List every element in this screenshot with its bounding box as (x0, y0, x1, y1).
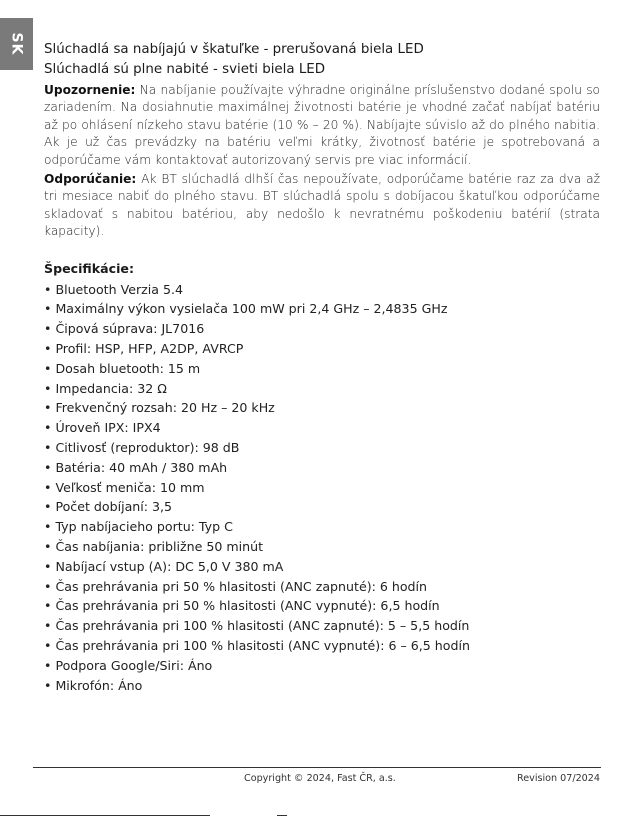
language-code: SK (8, 32, 25, 56)
spec-item: • Impedancia: 32 Ω (44, 379, 600, 399)
heading-charging: Slúchadlá sa nabíjajú v škatuľke - prerušovaná biela LED (44, 42, 424, 57)
recommendation-text: Ak BT slúchadlá dlhší čas nepoužívate, odporúčame batérie raz za dva až tri mesiace nabiť do plného stavu. BT slúchadlá spolu s dobíjacou škatuľkou odporúčame skladovať s nabitou batériou, aby nedošlo k nevratnému poškodeniu batérií (strata kapacity). (44, 172, 601, 239)
warning-text: Na nabíjanie používajte výhradne originálne príslušenstvo dodané spolu so zariadením. Na dosiahnutie maximálnej životnosti batérie je vhodné začať nabíjať batériu až po ohlásení nízkeho stavu batérie (10 % – 20 %). Nabíjajte súvislo až do plného nabitia. Ak je už čas prevádzky na batériu veľmi krátky, životnosť batérie je spotrebovaná a odporúčame vám kontaktovať autorizovaný servis pre viac informácií. (44, 83, 600, 167)
spec-item: • Čas prehrávania pri 50 % hlasitosti (ANC vypnuté): 6,5 hodín (44, 596, 600, 616)
spec-item: • Profil: HSP, HFP, A2DP, AVRCP (44, 339, 600, 359)
specs-list (44, 280, 600, 696)
spec-item: • Počet dobíjaní: 3,5 (44, 497, 600, 517)
spec-item: • Nabíjací vstup (A): DC 5,0 V 380 mA (44, 557, 600, 577)
spec-item: • Čas prehrávania pri 100 % hlasitosti (ANC vypnuté): 6 – 6,5 hodín (44, 636, 600, 656)
bottom-mark (277, 815, 287, 816)
spec-item: • Frekvenčný rozsah: 20 Hz – 20 kHz (44, 398, 600, 418)
language-tab (0, 18, 33, 70)
spec-item: • Typ nabíjacieho portu: Typ C (44, 517, 600, 537)
warning-label: Upozornenie: (44, 83, 136, 97)
spec-item: • Bluetooth Verzia 5.4 (44, 280, 600, 300)
page-content (44, 40, 600, 695)
recommendation-paragraph (44, 171, 600, 241)
spec-item: • Čas nabíjania: približne 50 minút (44, 537, 600, 557)
spec-item: • Úroveň IPX: IPX4 (44, 418, 600, 438)
specs-title: Špecifikácie: (44, 260, 134, 276)
spec-item: • Čipová súprava: JL7016 (44, 319, 600, 339)
spec-item: • Maximálny výkon vysielača 100 mW pri 2,4 GHz – 2,4835 GHz (44, 299, 600, 319)
revision-text: Revision 07/2024 (517, 773, 600, 784)
heading-fully-charged: Slúchadlá sú plne nabité - svieti biela LED (44, 62, 326, 77)
bottom-rule (0, 815, 210, 816)
spec-item: • Dosah bluetooth: 15 m (44, 359, 600, 379)
spec-item: • Citlivosť (reproduktor): 98 dB (44, 438, 600, 458)
spec-item: • Čas prehrávania pri 50 % hlasitosti (ANC zapnuté): 6 hodín (44, 577, 600, 597)
copyright-text: Copyright © 2024, Fast ČR, a.s. (244, 773, 396, 784)
recommendation-label: Odporúčanie: (44, 172, 137, 187)
warning-paragraph (44, 82, 600, 169)
spec-item: • Batéria: 40 mAh / 380 mAh (44, 458, 600, 478)
spec-item: • Mikrofón: Áno (44, 676, 600, 696)
spec-item: • Podpora Google/Siri: Áno (44, 656, 600, 676)
spec-item: • Čas prehrávania pri 100 % hlasitosti (ANC zapnuté): 5 – 5,5 hodín (44, 616, 600, 636)
spec-item: • Veľkosť meniča: 10 mm (44, 478, 600, 498)
footer-divider (33, 767, 601, 768)
